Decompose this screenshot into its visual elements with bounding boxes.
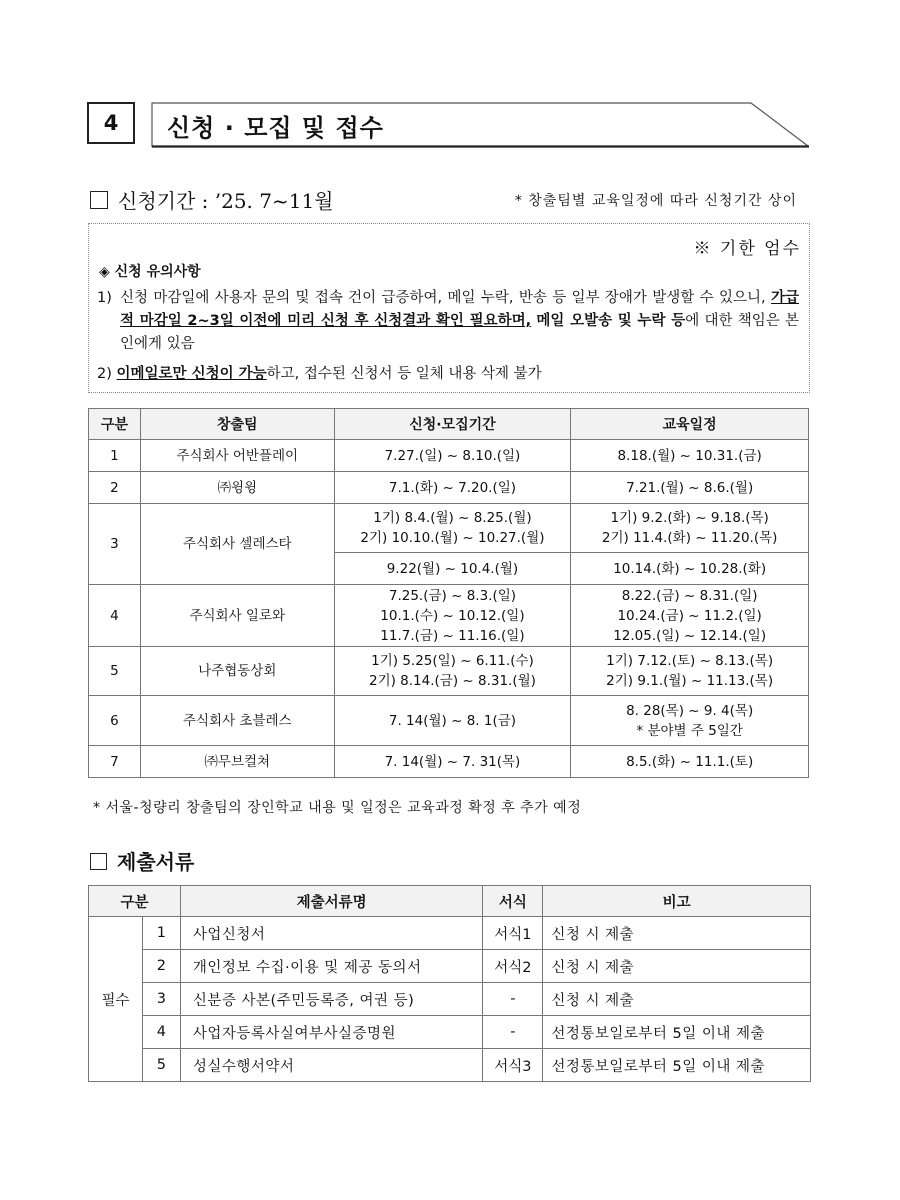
- table-row: [89, 746, 809, 778]
- schedule-table: [88, 408, 809, 778]
- doc-number: 2: [142, 950, 180, 983]
- team-name: ㈜윙윙: [140, 472, 334, 504]
- edu-schedule: 1기) 9.2.(화) ~ 9.18.(목) 2기) 11.4.(화) ~ 11.20.(목): [571, 504, 809, 553]
- section-header: [87, 100, 809, 148]
- doc-form: 서식1: [483, 917, 543, 950]
- row-number: 5: [89, 647, 141, 696]
- deadline-note: ※ 기한 엄수: [693, 239, 801, 259]
- notice-item-1-text: [120, 287, 799, 356]
- doc-form: -: [483, 1016, 543, 1049]
- documents-header-note: 비고: [543, 886, 811, 917]
- doc-note: 신청 시 제출: [543, 917, 811, 950]
- notice-item-2-emphasis: 이메일로만 신청이 가능: [116, 366, 267, 382]
- schedule-header-row: [89, 409, 809, 440]
- edu-schedule: 8.22.(금) ~ 8.31.(일) 10.24.(금) ~ 11.2.(일) 12.05.(일) ~ 12.14.(일): [571, 585, 809, 647]
- doc-number: 5: [142, 1049, 180, 1082]
- edu-schedule: 8.18.(월) ~ 10.31.(금): [571, 440, 809, 472]
- doc-note: 신청 시 제출: [543, 983, 811, 1016]
- edu-schedule: 8.5.(화) ~ 11.1.(토): [571, 746, 809, 778]
- schedule-footnote: * 서울-청량리 창출팀의 장인학교 내용 및 일정은 교육과정 확정 후 추가 예정: [93, 800, 582, 816]
- table-row: [89, 472, 809, 504]
- doc-name: 사업신청서: [180, 917, 483, 950]
- notice-item-2: [97, 362, 542, 383]
- table-row: [89, 983, 811, 1016]
- section-number: 4: [87, 102, 135, 144]
- team-name: 주식회사 어반플레이: [140, 440, 334, 472]
- documents-category: 필수: [89, 917, 143, 1082]
- table-row: [89, 1049, 811, 1082]
- team-name: 나주협동상회: [140, 647, 334, 696]
- team-name: 주식회사 초블레스: [140, 696, 334, 746]
- period-heading-text: 신청기간 : ’25. 7~11월: [118, 189, 334, 213]
- notice-item-2-rest: 하고, 접수된 신청서 등 일체 내용 삭제 불가: [266, 366, 542, 382]
- notice-box: [88, 223, 810, 393]
- notice-title: ◈ 신청 유의사항: [99, 264, 201, 280]
- table-row: [89, 696, 809, 746]
- schedule-header-division: 구분: [89, 409, 141, 440]
- row-number: 6: [89, 696, 141, 746]
- apply-period: 7.1.(화) ~ 7.20.(일): [334, 472, 571, 504]
- notice-item-1-emphasis: 가급적 마감일 2~3일 이전에 미리 신청 후 신청결과 확인 필요하며,: [120, 290, 799, 329]
- table-row: [89, 440, 809, 472]
- edu-schedule: 8. 28(목) ~ 9. 4(목) * 분야별 주 5일간: [571, 696, 809, 746]
- schedule-header-apply: 신청·모집기간: [334, 409, 571, 440]
- doc-number: 3: [142, 983, 180, 1016]
- doc-name: 성실수행서약서: [180, 1049, 483, 1082]
- row-number: 1: [89, 440, 141, 472]
- checkbox-square-icon: [90, 853, 107, 870]
- documents-header-form: 서식: [483, 886, 543, 917]
- table-row: [89, 585, 809, 647]
- checkbox-square-icon: [90, 191, 108, 209]
- documents-header-row: [89, 886, 811, 917]
- documents-header-division: 구분: [89, 886, 181, 917]
- table-row: [89, 917, 811, 950]
- team-name: 주식회사 일로와: [140, 585, 334, 647]
- apply-period: 7.27.(일) ~ 8.10.(일): [334, 440, 571, 472]
- period-heading: [90, 185, 334, 214]
- team-name: 주식회사 셀레스타: [140, 504, 334, 585]
- table-row: [89, 504, 809, 553]
- notice-item-1-part3: 에 대한 책임은 본인에게 있음: [120, 313, 799, 352]
- edu-schedule: 7.21.(월) ~ 8.6.(월): [571, 472, 809, 504]
- documents-heading: [90, 846, 194, 875]
- schedule-header-team: 창출팀: [140, 409, 334, 440]
- doc-name: 사업자등록사실여부사실증명원: [180, 1016, 483, 1049]
- doc-name: 개인정보 수집·이용 및 제공 동의서: [180, 950, 483, 983]
- apply-period: 7. 14(월) ~ 7. 31(목): [334, 746, 571, 778]
- doc-note: 신청 시 제출: [543, 950, 811, 983]
- period-note: * 창출팀별 교육일정에 따라 신청기간 상이: [514, 193, 797, 209]
- doc-note: 선정통보일로부터 5일 이내 제출: [543, 1016, 811, 1049]
- doc-name: 신분증 사본(주민등록증, 여권 등): [180, 983, 483, 1016]
- apply-period: 7. 14(월) ~ 8. 1(금): [334, 696, 571, 746]
- row-number: 3: [89, 504, 141, 585]
- doc-number: 4: [142, 1016, 180, 1049]
- apply-period: 9.22(월) ~ 10.4.(월): [334, 553, 571, 585]
- apply-period: 1기) 8.4.(월) ~ 8.25.(월) 2기) 10.10.(월) ~ 10.27.(월): [334, 504, 571, 553]
- notice-item-1-part1: 신청 마감일에 사용자 문의 및 접속 건이 급증하여, 메일 누락, 반송 등 일부 장애가 발생할 수 있으니,: [120, 290, 771, 306]
- team-name: ㈜무브컬쳐: [140, 746, 334, 778]
- notice-item-1-bold: 메일 오발송 및 누락 등: [536, 313, 686, 329]
- notice-item-1-label: 1): [97, 290, 112, 306]
- doc-form: 서식2: [483, 950, 543, 983]
- section-title: 신청 · 모집 및 접수: [167, 114, 384, 142]
- notice-item-1: [97, 287, 799, 356]
- edu-schedule: 10.14.(화) ~ 10.28.(화): [571, 553, 809, 585]
- doc-number: 1: [142, 917, 180, 950]
- documents-header-name: 제출서류명: [180, 886, 483, 917]
- doc-form: -: [483, 983, 543, 1016]
- documents-table: [88, 885, 811, 1082]
- documents-heading-text: 제출서류: [117, 850, 195, 874]
- row-number: 7: [89, 746, 141, 778]
- section-title-box: [151, 102, 809, 146]
- edu-schedule: 1기) 7.12.(토) ~ 8.13.(목) 2기) 9.1.(월) ~ 11.13.(목): [571, 647, 809, 696]
- apply-period: 1기) 5.25(일) ~ 6.11.(수) 2기) 8.14.(금) ~ 8.31.(월): [334, 647, 571, 696]
- table-row: [89, 647, 809, 696]
- notice-item-2-label: 2): [97, 366, 112, 382]
- apply-period: 7.25.(금) ~ 8.3.(일) 10.1.(수) ~ 10.12.(일) 11.7.(금) ~ 11.16.(일): [334, 585, 571, 647]
- schedule-header-edu: 교육일정: [571, 409, 809, 440]
- row-number: 4: [89, 585, 141, 647]
- table-row: [89, 1016, 811, 1049]
- row-number: 2: [89, 472, 141, 504]
- table-row: [89, 950, 811, 983]
- doc-form: 서식3: [483, 1049, 543, 1082]
- doc-note: 선정통보일로부터 5일 이내 제출: [543, 1049, 811, 1082]
